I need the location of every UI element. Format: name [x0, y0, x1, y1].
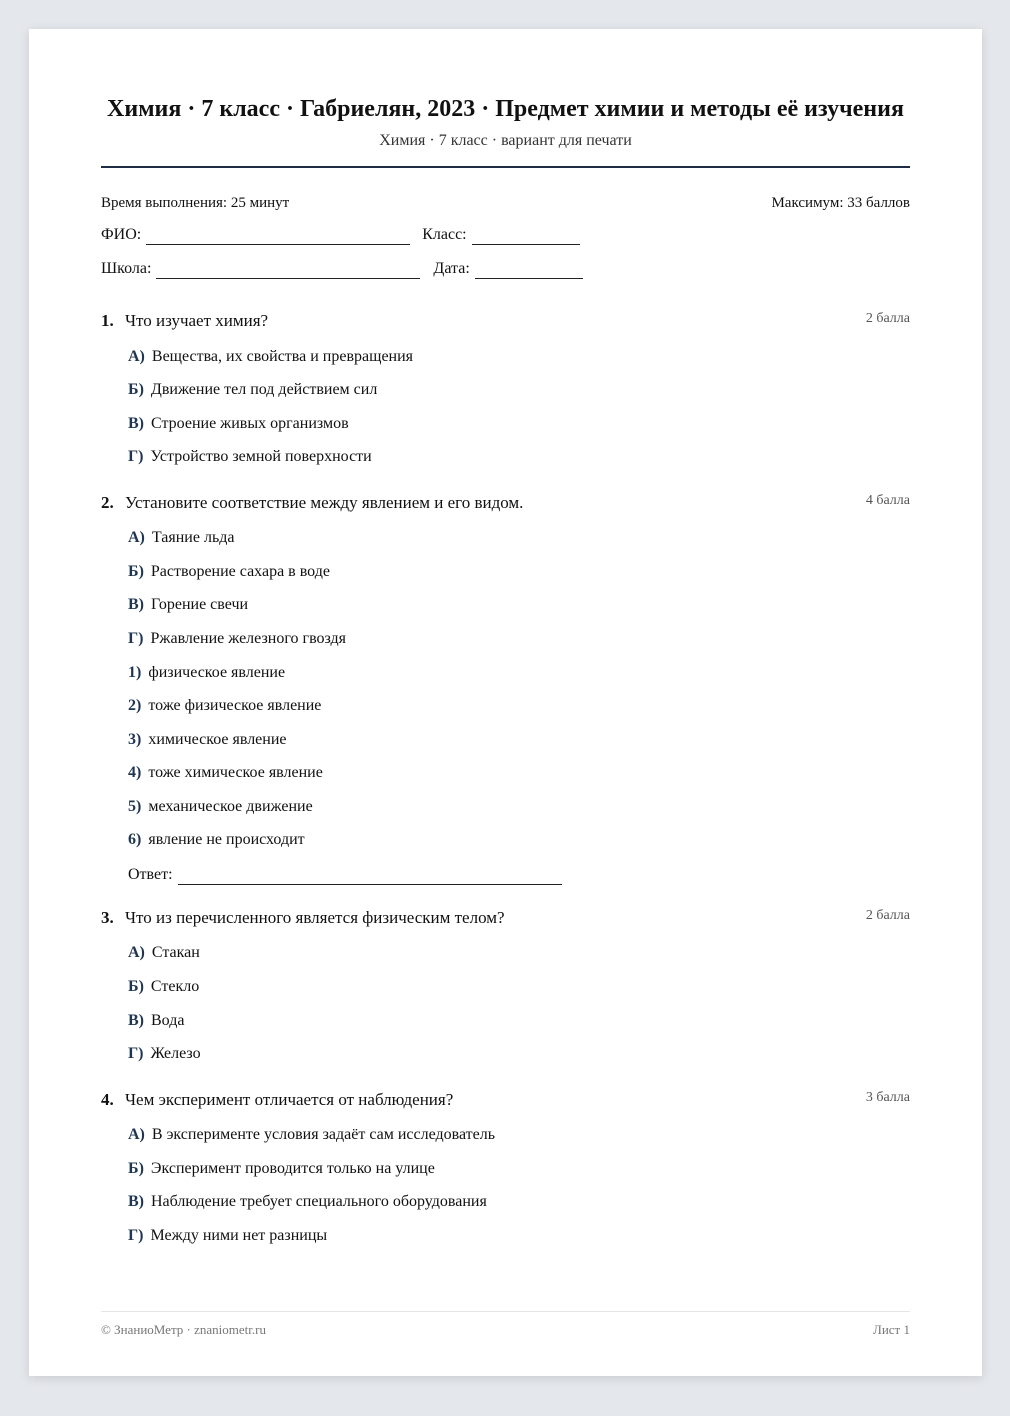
- school-field[interactable]: [156, 264, 420, 279]
- question-number: 3.: [101, 908, 114, 927]
- option-q2-a: А) Таяние льда: [128, 529, 235, 546]
- question-points: 3 балла: [865, 1090, 910, 1105]
- option-q2-c: В) Горение свечи: [128, 596, 249, 613]
- page-number: Лист 1: [873, 1322, 910, 1337]
- question-points: 2 балла: [865, 311, 910, 326]
- question-number: 1.: [101, 311, 114, 330]
- fio-class-row: [101, 225, 580, 245]
- question-3: [101, 907, 910, 929]
- option-q2-d: Г) Ржавление железного гвоздя: [128, 630, 347, 647]
- option-q3-c[interactable]: В) Вода: [128, 1012, 185, 1029]
- fio-label: ФИО:: [101, 226, 142, 243]
- question-text: Чем эксперимент отличается от наблюдения?: [125, 1090, 454, 1109]
- match-q2-4: 4) тоже химическое явление: [128, 764, 323, 781]
- option-q2-b: Б) Растворение сахара в воде: [128, 563, 330, 580]
- answer-row: [128, 865, 562, 885]
- page-subtitle: Химия · 7 класс · вариант для печати: [379, 132, 632, 149]
- question-2: [101, 492, 910, 514]
- option-q1-a[interactable]: А) Вещества, их свойства и превращения: [128, 348, 414, 365]
- option-q3-d[interactable]: Г) Железо: [128, 1045, 201, 1062]
- fio-field[interactable]: [146, 230, 410, 245]
- option-q4-b[interactable]: Б) Эксперимент проводится только на улице: [128, 1160, 435, 1177]
- page-title: Химия · 7 класс · Габриелян, 2023 · Предмет химии и методы её изучения: [107, 96, 904, 122]
- question-text: Установите соответствие между явлением и его видом.: [125, 493, 524, 512]
- page-content: [101, 29, 910, 1376]
- footer-copyright: © ЗнаниоМетр · znaniometr.ru: [101, 1322, 266, 1337]
- question-number: 4.: [101, 1090, 114, 1109]
- question-number: 2.: [101, 493, 114, 512]
- option-q4-a[interactable]: А) В эксперименте условия задаёт сам исследователь: [128, 1126, 496, 1143]
- option-q4-c[interactable]: В) Наблюдение требует специального оборудования: [128, 1193, 487, 1210]
- match-q2-3: 3) химическое явление: [128, 731, 287, 748]
- option-q1-b[interactable]: Б) Движение тел под действием сил: [128, 381, 378, 398]
- question-4: [101, 1089, 910, 1111]
- worksheet-page: [29, 29, 982, 1376]
- date-label: Дата:: [433, 260, 470, 277]
- class-label: Класс:: [422, 226, 467, 243]
- date-field[interactable]: [475, 264, 583, 279]
- option-q3-a[interactable]: А) Стакан: [128, 944, 200, 961]
- answer-label: Ответ:: [128, 866, 173, 883]
- time-limit: Время выполнения: 25 минут: [101, 195, 290, 211]
- option-q4-d[interactable]: Г) Между ними нет разницы: [128, 1227, 328, 1244]
- max-score: Максимум: 33 баллов: [771, 195, 910, 211]
- question-points: 4 балла: [865, 493, 910, 508]
- header-divider: [101, 166, 910, 168]
- answer-field[interactable]: [178, 870, 562, 885]
- school-date-row: [101, 259, 583, 279]
- question-points: 2 балла: [865, 908, 910, 923]
- match-q2-1: 1) физическое явление: [128, 664, 286, 681]
- question-1: [101, 310, 910, 332]
- meta-row: [101, 193, 910, 213]
- footer-divider: [101, 1311, 910, 1312]
- question-text: Что изучает химия?: [125, 311, 269, 330]
- match-q2-5: 5) механическое движение: [128, 798, 313, 815]
- question-text: Что из перечисленного является физическим телом?: [125, 908, 505, 927]
- match-q2-6: 6) явление не происходит: [128, 831, 305, 848]
- school-label: Школа:: [101, 260, 152, 277]
- class-field[interactable]: [472, 230, 580, 245]
- option-q3-b[interactable]: Б) Стекло: [128, 978, 200, 995]
- option-q1-d[interactable]: Г) Устройство земной поверхности: [128, 448, 372, 465]
- option-q1-c[interactable]: В) Строение живых организмов: [128, 415, 349, 432]
- page-footer: [101, 1322, 910, 1338]
- match-q2-2: 2) тоже физическое явление: [128, 697, 322, 714]
